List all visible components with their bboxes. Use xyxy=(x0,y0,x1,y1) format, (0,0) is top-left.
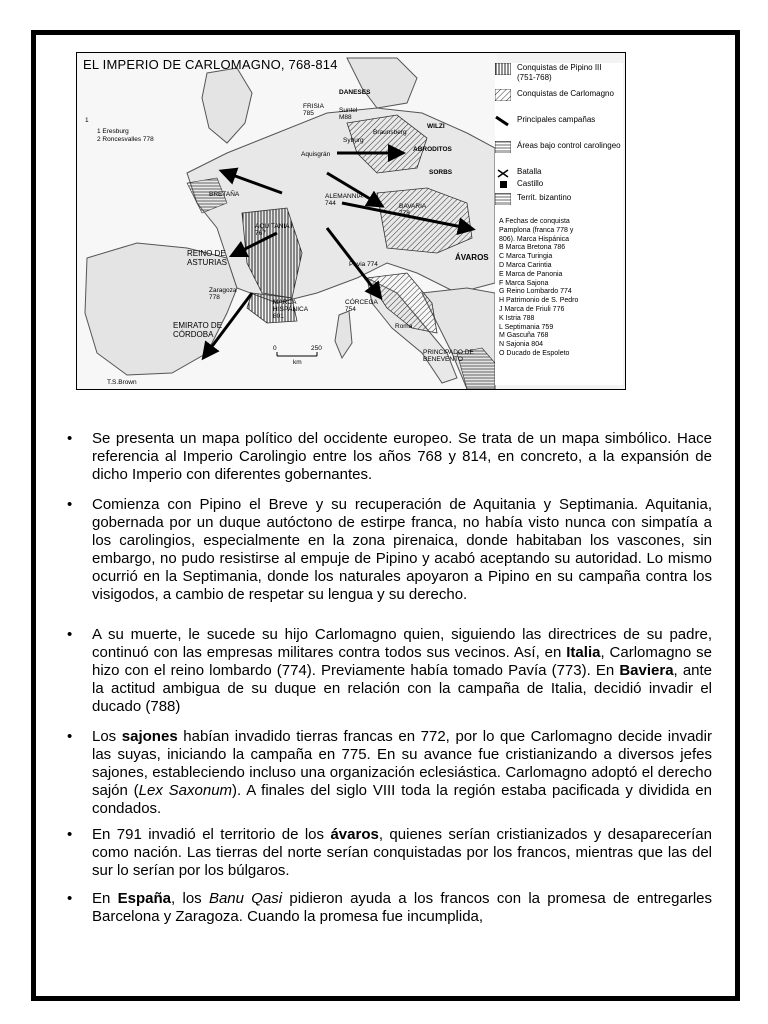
paragraph-text: Se presenta un mapa político del occidente europeo. Se trata de un mapa simbólico. Hace referencia al Imperio Carolingio entre los años 768 y 814, en concreto, a la expansión de dicho Imperio con diferentes gobernantes. xyxy=(92,430,712,483)
label-bretana: BRETAÑA xyxy=(209,191,240,198)
label-aquitania: AQUITANIA I 767 xyxy=(255,223,293,237)
legend-key-item: J Marca de Friuli 776 xyxy=(499,305,565,313)
scale-unit: km xyxy=(293,359,302,366)
paragraph-text: habían invadido tierras francas en 772, por lo que Carlomagno decide invadir las suyas, iniciando la campaña en 775. En su avance fue cristianizando a diversos jefes sajones, estableciendo incluso una organización eclesiástica. Carlomagno adoptó el derecho sajón ( xyxy=(92,728,712,799)
paragraph-text: Los xyxy=(92,728,122,745)
historical-map xyxy=(76,52,626,390)
label-corcega: CÓRCEGA 754 xyxy=(345,299,378,313)
label-principado-benevento: PRINCIPADO DE BENEVENTO xyxy=(423,349,474,363)
legend-item: Territ. bizantino xyxy=(495,193,623,223)
paragraph xyxy=(67,728,712,818)
paragraph-text: Baviera xyxy=(619,662,674,679)
paragraph xyxy=(67,496,712,604)
legend-key-item: G Reino Lombardo 774 xyxy=(499,288,572,296)
bullet-icon: • xyxy=(67,890,73,907)
legend-key-item: 806). Marca Hispánica xyxy=(499,235,570,243)
label-abroditos: ABRODITOS xyxy=(413,146,452,153)
scale-zero: 0 xyxy=(273,345,277,352)
paragraph xyxy=(67,626,712,716)
paragraph-text: sajones xyxy=(121,728,178,745)
bullet-icon: • xyxy=(67,496,73,513)
legend-item: Áreas bajo control carolingeo xyxy=(495,141,623,171)
paragraph-text: Lex Saxonum xyxy=(138,782,233,799)
inset-note-eresburg: 1 Eresburg xyxy=(97,128,129,135)
label-zaragoza: Zaragoza 778 xyxy=(209,287,237,301)
paragraph-text: , Carlomagno se hizo con el reino lombardo (774). Previamente había tomado Pavía (773). En xyxy=(92,644,712,679)
paragraph-text: En 791 invadió el territorio de los xyxy=(92,826,331,843)
legend-key-item: N Sajonia 804 xyxy=(499,341,543,349)
paragraph-text: En xyxy=(92,890,118,907)
legend-item: Principales campañas xyxy=(495,115,623,145)
label-roma: Roma xyxy=(395,323,413,330)
label-suntel: Suntel M88 xyxy=(339,107,358,121)
label-sorbs: SORBS xyxy=(429,169,453,176)
label-daneses: DANESES xyxy=(339,89,371,96)
label-alemannia: ALEMANNIA 744 xyxy=(325,193,363,207)
legend-item: Castillo xyxy=(495,179,623,209)
paragraph-text: Comienza con Pipino el Breve y su recuperación de Aquitania y Septimania. Aquitania, gobernada por un duque autóctono de estirpe franca, no había visto nunca con simpatía a los carolingios, especialmente en la zona pirenaica, donde habitaban los vascones, sin embargo, no pudo resistirse al empuje de Pipino y acabó aceptando su autoridad. Lo mismo ocurrió en la Septimania, donde los naturales apoyaron a Pipino en su campaña contra los visigodos, a cambio de respetar su lengua y su derecho. xyxy=(92,496,712,603)
legend-item: Batalla xyxy=(495,167,623,197)
legend-key-item: H Patrimonio de S. Pedro xyxy=(499,297,579,305)
label-bavaria: BAVARIA 778 xyxy=(399,203,427,217)
bullet-icon: • xyxy=(67,728,73,745)
label-reino-asturias: REINO DE ASTURIAS xyxy=(187,249,228,267)
legend-key-item: M Gascuña 768 xyxy=(499,332,549,340)
inset-note-1: 1 xyxy=(85,117,89,124)
legend-key-item: B Marca Bretona 786 xyxy=(499,244,566,252)
legend-key-item: L Septimania 759 xyxy=(499,323,554,331)
legend-key-item: A Fechas de conquista xyxy=(499,218,570,225)
label-marca-hispanica: MARCA HISPÁNICA 801 xyxy=(273,299,309,320)
paragraph-text: ). A finales del siglo VIII toda la región estaba pacificada y dividida en condados. xyxy=(92,782,712,817)
paragraph-text: , ante la actitud ambigua de su duque en relación con la campaña de Italia, decidió invadir el ducado (788) xyxy=(92,662,713,715)
label-emirato-cordoba: EMIRATO DE CÓRDOBA xyxy=(173,321,223,339)
map-legend xyxy=(495,63,623,385)
legend-item: Conquistas de Pipino III (751-768) xyxy=(495,63,623,93)
paragraph-text: España xyxy=(117,890,172,907)
scale-value: 250 xyxy=(311,345,322,352)
legend-key-item: E Marca de Panonia xyxy=(499,270,563,278)
map-title: EL IMPERIO DE CARLOMAGNO, 768-814 xyxy=(83,57,338,72)
legend-key-item: O Ducado de Espoleto xyxy=(499,349,570,357)
label-avaros: ÁVAROS xyxy=(455,253,489,262)
bullet-icon: • xyxy=(67,826,73,843)
castle-icon xyxy=(495,179,511,191)
paragraph-text: , los xyxy=(171,890,209,907)
map-credit: T.S.Brown xyxy=(107,379,137,386)
legend-item: Conquistas de Carlomagno xyxy=(495,89,623,119)
legend-key-item: C Marca Turingia xyxy=(499,253,553,261)
label-frisia: FRISIA 785 xyxy=(303,103,324,117)
label-braunsberg: Braunsberg xyxy=(373,129,407,136)
battle-icon xyxy=(495,167,511,179)
label-syburg: Syburg xyxy=(343,137,364,144)
bullet-icon: • xyxy=(67,626,73,643)
paragraph-text: ávaros xyxy=(330,826,379,843)
legend-key-item: K Istria 788 xyxy=(499,314,535,322)
paragraph-text: , quienes serían cristianizados y desaparecerían como nación. Las tierras del norte serían conquistadas por los francos, mientras que las del sur lo serían por los búlgaros. xyxy=(92,826,712,879)
label-wilzi: WILZI xyxy=(427,123,445,130)
bullet-icon: • xyxy=(67,430,73,447)
paragraph xyxy=(67,826,712,880)
legend-key-item: Pamplona (franca 778 y xyxy=(499,226,574,234)
label-aquisgran: Aquisgrán xyxy=(301,151,331,158)
paragraph-text: Banu Qasi xyxy=(208,890,283,907)
paragraph xyxy=(67,430,712,484)
legend-key-item: F Marca Sajona xyxy=(499,279,549,287)
paragraph-text: Italia xyxy=(566,644,601,661)
paragraph xyxy=(67,890,712,926)
legend-key-item: D Marca Carintia xyxy=(499,261,552,269)
inset-note-roncesvalles: 2 Roncesvalles 778 xyxy=(97,136,154,143)
legend-keys xyxy=(499,218,623,359)
paragraph-text: pidieron ayuda a los francos con la promesa de entregarles Barcelona y Zaragoza. Cuando la promesa fue incumplida, xyxy=(92,890,712,925)
paragraph-text: A su muerte, le sucede su hijo Carlomagno quien, siguiendo las directrices de su padre, continuó con las empresas militares contra todos sus vecinos. Así, en xyxy=(92,626,712,661)
label-pavia: Pavia 774 xyxy=(349,261,378,268)
